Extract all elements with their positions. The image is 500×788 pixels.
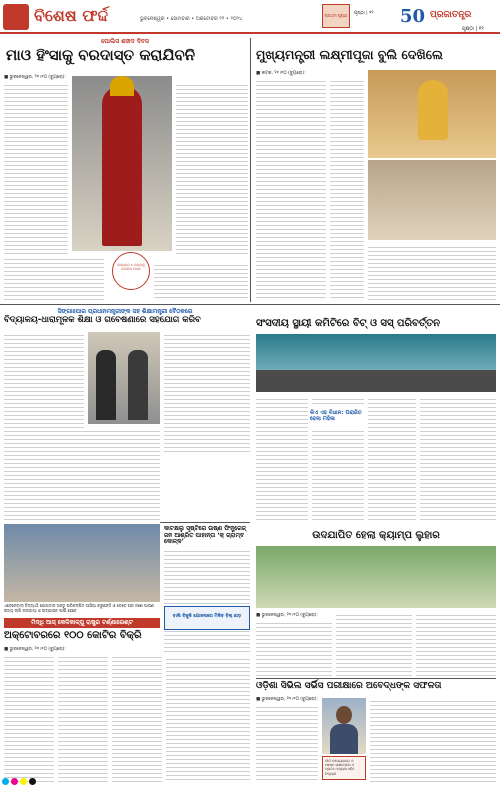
story2-headline: ମୁଖ୍ୟମନ୍ତ୍ରୀ ଲକ୍ଷ୍ମୀପୂଜା ବୁଲି ଦେଖିଲେ bbox=[256, 47, 443, 62]
story8-byline: ■ ଭୁବନେଶ୍ୱର, ୨୧।୧୦ (ବ୍ୟୁରୋ): bbox=[4, 647, 66, 652]
story7-column-2 bbox=[336, 612, 412, 676]
story2-byline: ■ କଟକ, ୨୧।୧୦ (ବ୍ୟୁରୋ): bbox=[256, 71, 306, 76]
story8-column-4 bbox=[166, 656, 250, 782]
page-number: ପୃଷ୍ଠା | ୧୨ bbox=[354, 11, 374, 16]
story1-column-1 bbox=[4, 82, 68, 282]
story4-column-1 bbox=[256, 396, 308, 520]
story8-kicker: ମିଦ୍ଧି ଆସ୍ କେଳିକାଳ୍ପୁ ରାଷ୍ଟ୍ର ଟର୍ଣ୍ଣାରେଣ୍ଟ bbox=[4, 618, 160, 628]
story9-column-1 bbox=[256, 704, 318, 782]
story8-column-1 bbox=[4, 654, 54, 782]
story1-kicker: ପୋଲିସ ଶହୀଦ ଦିବସ bbox=[101, 38, 149, 45]
story9-byline: ■ ଭୁବନେଶ୍ୱର, ୨୧।୧୦ (ବ୍ୟୁରୋ): bbox=[256, 697, 318, 702]
masthead bbox=[0, 0, 500, 34]
story7-byline: ■ ଭୁବନେଶ୍ୱର, ୨୧।୧୦ (ବ୍ୟୁରୋ): bbox=[256, 613, 318, 618]
story3-kicker: ସିଙ୍ଗାପୋର ପ୍ରଧାନମନ୍ତ୍ରୀଙ୍କ ସହ ଶିକ୍ଷାମନ୍ତ୍ରୀ ବୈଠକରେ bbox=[57, 308, 193, 315]
story4-column-3 bbox=[368, 396, 416, 520]
story9-rule bbox=[256, 678, 496, 679]
story1-byline: ■ ଭୁବନେଶ୍ୱର, ୨୧।୧୦ (ବ୍ୟୁରୋ): bbox=[4, 75, 66, 80]
page-label: ପୃଷ୍ଠା | ୧୨ bbox=[462, 26, 484, 32]
cmyk-magenta-mark bbox=[11, 778, 18, 785]
story8-column-3 bbox=[112, 654, 162, 782]
story8-column-2 bbox=[58, 654, 108, 782]
story9-portrait bbox=[322, 698, 366, 754]
story2-column-1 bbox=[256, 78, 326, 300]
story3-column-2 bbox=[164, 332, 250, 452]
story1-badge: ରାଜ୍ୟରେ ୫ ଜଣଙ୍କୁ ପୋଲିସ ପଦକ bbox=[112, 252, 150, 290]
story4-headline: ସଂସଦୀୟ ସ୍ଥାୟୀ କମିଟିରେ ବିଟ୍ ଓ ସସ୍ ପରିବର୍ତ୍ତନ bbox=[256, 318, 440, 329]
story7-photo bbox=[256, 546, 496, 608]
section-rule bbox=[0, 304, 500, 305]
story2-column-3 bbox=[368, 244, 496, 300]
story1-photo bbox=[72, 76, 172, 251]
story1-column-3 bbox=[176, 82, 248, 257]
story6-rule bbox=[160, 522, 250, 523]
story10-sidebar: ବାଲି ବିଜୁଳି ଯୋଜନାରେ ମିଳିବ ବିଲ୍ ଛାଡ଼ bbox=[164, 606, 250, 630]
story7-headline: ଉଦଯାପିତ ହେଲା କ୍ୟାମ୍ପ ଲୁହାର bbox=[312, 530, 440, 541]
section-icon bbox=[3, 4, 29, 30]
cmyk-yellow-mark bbox=[20, 778, 27, 785]
edition-badge: ପ୍ରଥମ ପୃଷ୍ଠା bbox=[322, 4, 350, 28]
story4-column-2 bbox=[312, 396, 364, 406]
story8-group-photo bbox=[4, 524, 160, 602]
story4-photo bbox=[256, 334, 496, 392]
story1-column-bottom-left bbox=[4, 256, 104, 300]
story7-column-3 bbox=[416, 612, 496, 676]
story5-headline: କିଏ ଏହ ବିଧାନ: ପରାଜିତ ହେଲା ମହିଳା bbox=[310, 410, 362, 423]
story8-caption: ଏବେଳେବାଲା ବିଦ୍ୟାର୍ଥୀ ଯୋଗଦାନ ଅନ୍ତୁ ପରିକଳ୍ପିତ ଆସିଆ କରୁଛନ୍ତି ଓ ତେବେ ଘର ଜଣେ ଆପଣ ରାଜ୍ୟ ଲାଗି ଲଜ୍ଜାୟା ଓ ଉଦ୍ଯାପନ ପାଇଁ ହେବେ bbox=[4, 603, 154, 613]
story8-headline: ଅକ୍ଟୋବରରେ ୧୦୦ କୋଟିର ବିକ୍ରି bbox=[4, 630, 142, 641]
story3-headline: ବିଦ୍ୟାଳୟ-ଧାରାମୂଳକ ଶିକ୍ଷା ଓ ଗବେଷଣାରେ ସହଯୋଗ କରିବ bbox=[4, 315, 201, 325]
story2-column-2 bbox=[330, 78, 364, 300]
story2-photo-idol bbox=[368, 70, 496, 158]
story9-box: ଦୀର୍ଘ ଉଦ୍ୟୋଗରେ ଓ ଶେଷ୍ଠ ସାକ୍ଷାତ୍କାର ଓ ପ୍ରାତଃ ଅଭ୍ୟାସ ସହିତ ଟିପ୍ପଣୀ bbox=[322, 756, 366, 780]
dateline: ଭୁବନେଶ୍ୱର • ସୋମବାର • ଅକ୍ଟୋବର ୨୨ • ୨୦୨୪ bbox=[140, 16, 243, 22]
cmyk-black-mark bbox=[29, 778, 36, 785]
story5-column bbox=[312, 428, 364, 520]
cmyk-cyan-mark bbox=[2, 778, 9, 785]
story4-column-4 bbox=[420, 396, 496, 520]
story3-column-bottom bbox=[4, 428, 160, 520]
story9-headline: ଓଡ଼ିଶା ସିଭିଲ ସର୍ଭିସ ପରୀକ୍ଷାରେ ଅବେଦ୍ଧଙ୍କ ସଫଳତା bbox=[256, 681, 442, 691]
story9-column-2 bbox=[370, 698, 496, 782]
story6-column bbox=[164, 548, 250, 654]
story1-headline: ମାଓ ହିଂସାକୁ ବରଦାସ୍ତ କରାଯିବନି bbox=[6, 46, 196, 64]
story3-photo bbox=[88, 332, 160, 424]
section-title: ବିଶେଷ ଫର୍ଦ୍ଦ bbox=[34, 6, 108, 25]
column-divider bbox=[250, 38, 251, 302]
masthead-logo bbox=[400, 6, 496, 28]
story1-column-bottom-right bbox=[154, 262, 248, 300]
story2-photo-visit bbox=[368, 160, 496, 240]
story7-column-1 bbox=[256, 620, 332, 676]
anniversary-mark: 50 bbox=[400, 6, 426, 27]
paper-name: ପ୍ରଜାତନ୍ତ୍ର bbox=[430, 10, 472, 20]
story6-headline: କାଟକ୍ଷଲୁ ସୃଷ୍ଟିରେ ଉଷ୍ଣ ଫିନ୍ଟ୍ରେଜ୍ ଜନ ଆଶ୍ରିତ ପାହାନ୍ତା ‘କ୍ ଗ୍ରାମ୍ବ କୋଳ୍କ’ bbox=[164, 525, 246, 546]
